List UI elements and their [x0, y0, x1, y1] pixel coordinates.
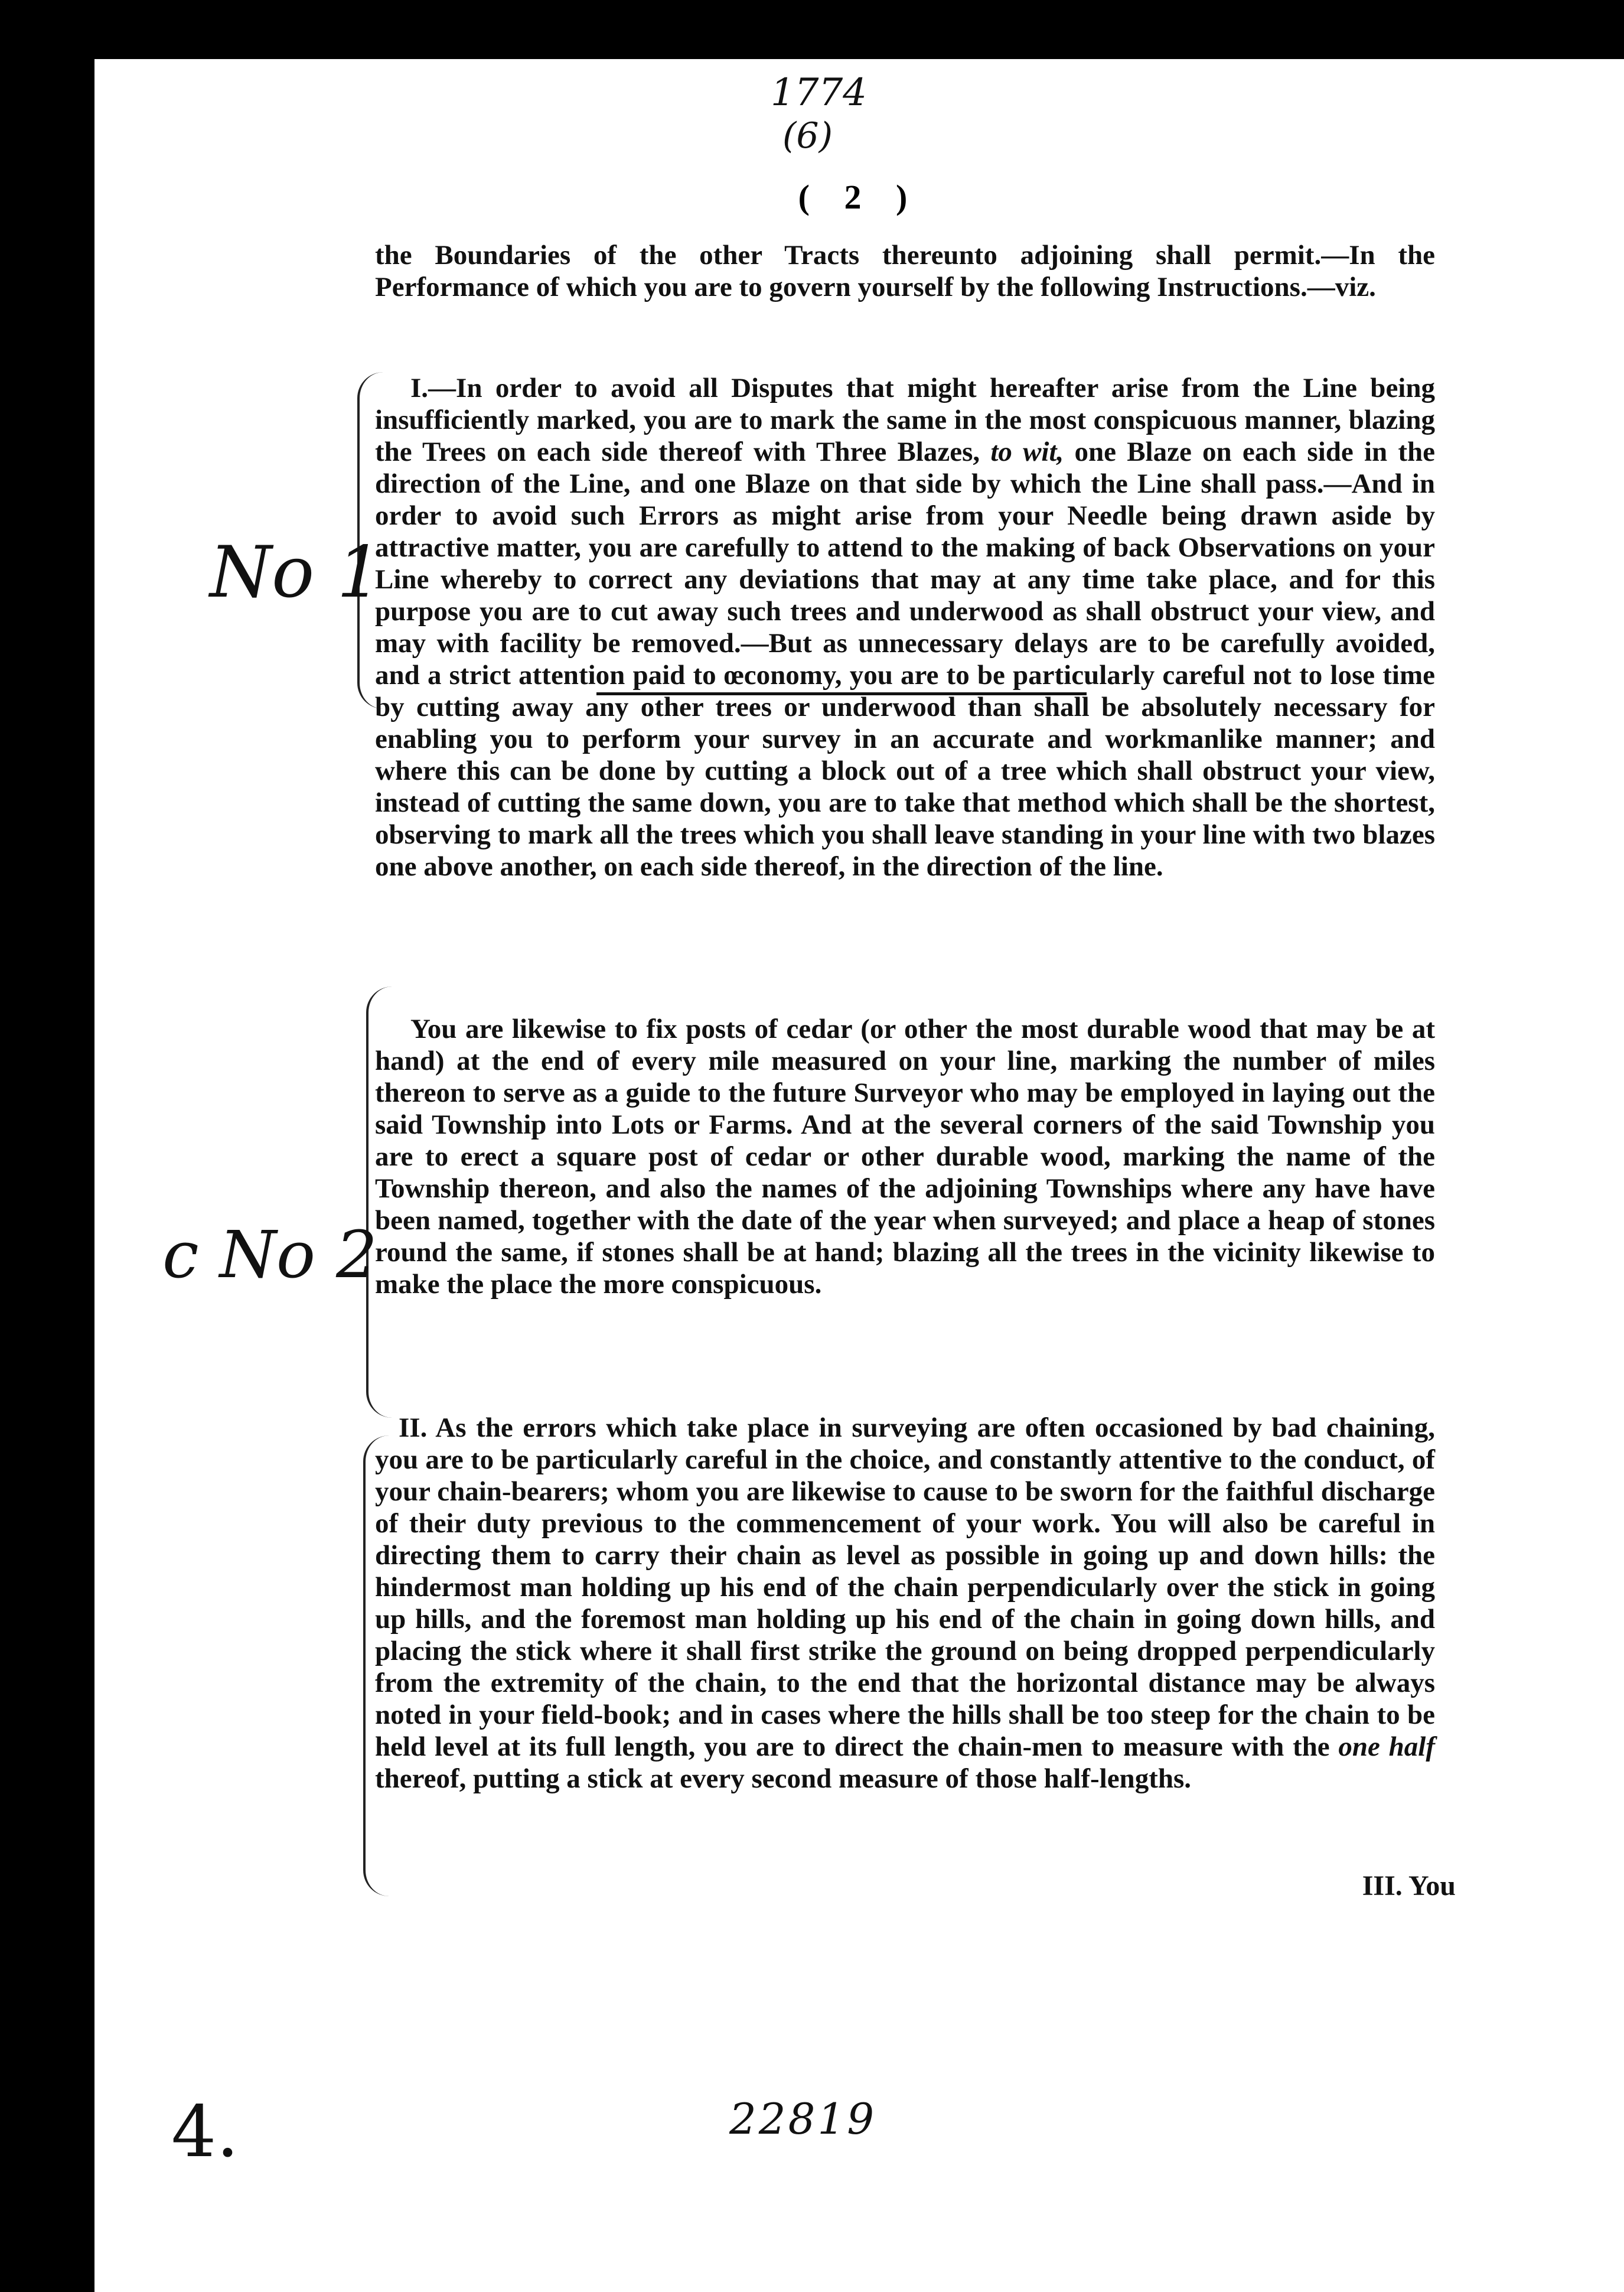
page-number: ( 2 ) — [798, 178, 921, 216]
paragraph-section-1 — [375, 372, 1435, 883]
paragraph-section-2 — [375, 1412, 1435, 1795]
section-2-lead: II. As the errors which take place in surveying are often occasioned by bad chaining, you are to be particularly careful in the choice, and constantly attentive to the conduct, of your chain-bearers; whom you are likewise to cause to be sworn for the faithful discharge of their duty previous to the commencement of your work. You will also be careful in directing them to carry their chain as level as possible in going up and down hills: the hindermost man holding up his end of the chain perpendicularly over the stick in going up hills, and the foremost man holding up his end of the chain in going down hills, and placing the stick where it shall first strike the ground on being dropped perpendicularly from the extremity of the chain, to the end that the horizontal distance may be always noted in your field-book; and in cases where the hills shall be too steep for the chain to be held level at its full length, you are to direct the chain-men to measure with the — [375, 1412, 1435, 1762]
section-1-to-wit: to wit, — [990, 437, 1064, 467]
paragraph-continuation: the Boundaries of the other Tracts thereunto adjoining shall permit.—In the Performance of which you are to govern yourself by the following Instructions.—viz. — [375, 240, 1435, 302]
handwritten-leaf-number: (6) — [782, 115, 833, 157]
handwritten-year: 1774 — [771, 71, 867, 115]
catchword: III. You — [1362, 1870, 1456, 1902]
margin-note-1: No 1 — [210, 532, 382, 614]
margin-bracket-3 — [363, 1435, 389, 1896]
section-1-rest: one Blaze on each side in the direction of the Line, and one Blaze on that side by which the Line shall pass.—And in order to avoid such Errors as might arise from your Needle being drawn aside by attractive matter, you are carefully to attend to the making of back Observations on your Line whereby to correct any deviations that may at any time take place, and for this purpose you are to cut away such trees and underwood as shall obstruct your view, and may with facility be removed.—But as unnecessary delays are to be carefully avoided, and a strict attention paid to œconomy, you are to be particularly careful not to lose time by cutting away any other trees or underwood than shall be absolutely necessary for enabling you to perform your survey in an accurate and workmanlike manner; and where this can be done by cutting a block out of a tree which shall obstruct your view, instead of cutting the same down, you are to take that method which shall be the shortest, observing to mark all the trees which you shall leave standing in your line with two blazes one above another, on each side thereof, in the direction of the line. — [375, 437, 1436, 882]
document-page — [94, 59, 1624, 2292]
handwritten-underline — [596, 692, 1087, 695]
paragraph-posts: You are likewise to fix posts of cedar (or other the most durable wood that may be at hand) at the end of every mile measured on your line, marking the number of miles thereon to serve as a guide to the future Surveyor who may be employed in laying out the said Township into Lots or Farms. And at the several corners of the said Township you are to erect a square post of cedar or other durable wood, marking the name of the Township thereon, and also the names of the adjoining Townships where any have have been named, together with the date of the year when surveyed; and place a heap of stones round the same, if stones shall be at hand; blazing all the trees in the vicinity likewise to make the place the more conspicuous. — [375, 1014, 1435, 1300]
catalog-number: 22819 — [729, 2094, 877, 2144]
section-2-rest: thereof, putting a stick at every second measure of those half-lengths. — [375, 1763, 1192, 1794]
section-1-lead: I.—In order to avoid all Disputes that might hereafter arise from the Line being insufficiently marked, you are to mark the same in the most conspicuous manner, blazing the Trees on each side thereof with Three Blazes, — [375, 373, 1435, 467]
margin-note-2: c No 2 — [162, 1217, 377, 1292]
margin-bracket-2 — [366, 987, 392, 1418]
margin-mark: 4. — [171, 2091, 239, 2173]
section-2-one-half: one half — [1338, 1731, 1435, 1762]
